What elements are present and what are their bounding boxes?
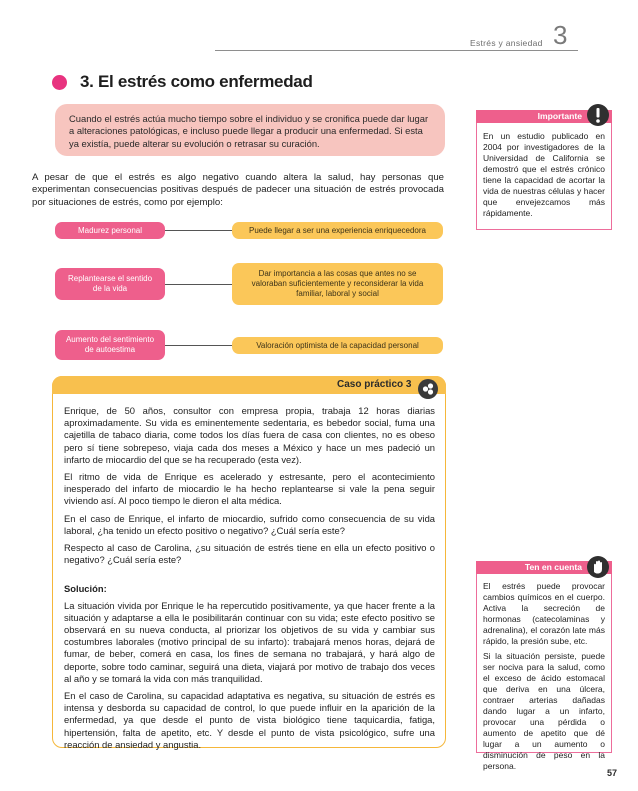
note-text: Si la situación persiste, puede ser nociva para la salud, como el exceso de ácido estomacal que deriva en una úlcera, contraer arterias dañadas dando lugar a un infarto, provocar una pérdida o aumento de apetito que dé lugar a un aumento o disminución de peso en la persona.: [483, 651, 605, 771]
solution-label: Solución:: [64, 583, 107, 595]
intro-paragraph: A pesar de que el estrés es algo negativo cuando altera la salud, hay personas que experimentan consecuencias positivas después de padecer una situación de estrés provocada por situaciones de estrés, como por ejemplo:: [32, 172, 444, 208]
section-header: Estrés y ansiedad: [470, 38, 543, 48]
diagram-right-3: Valoración optimista de la capacidad personal: [232, 337, 443, 354]
case-paragraph: Enrique, de 50 años, consultor con empresa propia, trabaja 12 horas diarias aproximadamente. Su vida es eminentemente sedentaria, es bebedor social, fuma una cajetilla de tabaco diaria, come todos los días fuera de casa con clientes, no es obeso pero sí tiene sobrepeso, viaja cada dos meses a México y hace un mes padeció un infarto de miocardio del que se ha recuperado (esta vez).: [64, 405, 435, 465]
diagram-connector-2: [165, 284, 232, 285]
diagram-left-3: Aumento del sentimiento de autoestima: [55, 330, 165, 360]
case-paragraph: El ritmo de vida de Enrique es acelerado y estresante, pero el acontecimiento inesperado del infarto de miocardio le ha hecho replantearse si vale la pena seguir viviendo así. Al poco tiempo le dieron el alta médica.: [64, 471, 435, 507]
case-study-title: Caso práctico 3: [337, 379, 412, 390]
case-question: En el caso de Enrique, el infarto de miocardio, sufrido como consecuencia de su vida laboral, ¿ha tenido un efecto positivo o negativo? ¿Cuál sería este?: [64, 512, 435, 536]
note-text: El estrés puede provocar cambios químicos en el cuerpo. Activa la secreción de hormonas (catecolaminas y adrenalina), el corazón late más rápido, la presión sube, etc.: [483, 581, 605, 646]
intro-box: Cuando el estrés actúa mucho tiempo sobre el individuo y se cronifica puede dar lugar a alteraciones patológicas, e incluso puede llegar a producir una enfermedad. Si esta ya existía, puede alterar su evolución o retrasar su curación.: [55, 104, 445, 156]
page-title: 3. El estrés como enfermedad: [80, 72, 313, 91]
exclamation-icon: [587, 104, 609, 126]
note-title: Ten en cuenta: [476, 561, 612, 574]
important-text-container: [483, 131, 605, 223]
chapter-number: 3: [553, 20, 568, 50]
solution-paragraph: En el caso de Carolina, su capacidad adaptativa es negativa, su situación de estrés es intensa y desborda su capacidad de control, lo que puede influir en la aparición de la enfermedad, ya que desde el punto de vista biológico tiene taquicardia, fatiga, hipertensión, falta de apetito, etc. Y desde el punto de vista psicológico, sufre una reacción de ansiedad y angustia.: [64, 690, 435, 750]
puzzle-icon: [418, 379, 438, 399]
case-question: Respecto al caso de Carolina, ¿su situación de estrés tiene en ella un efecto positivo o negativo? ¿Cuál sería este?: [64, 542, 435, 566]
page-number: 57: [607, 768, 618, 778]
diagram-left-1: Madurez personal: [55, 222, 165, 239]
diagram-right-1: Puede llegar a ser una experiencia enriquecedora: [232, 222, 443, 239]
solution-paragraph: La situación vivida por Enrique le ha repercutido positivamente, ya que hacer frente a la situación y adaptarse a ella le posibilitarán continuar con su vida; este efecto positivo se observará en su nueva conducta, al priorizar los objetivos de su vida y cambiar sus costumbres laborales (motivo principal de su infarto): trabajará menos horas, dejará de fumar, de beber, comerá en casa, los fines de semana no trabajará, y hará algo de deporte, sobre todo caminar, seguirá una dieta, viajará por motivo de trabajo dos veces al año y se tomará la vida con más tranquilidad.: [64, 599, 435, 684]
important-title: Importante: [476, 110, 612, 123]
diagram-left-2: Replantearse el sentido de la vida: [55, 268, 165, 300]
hand-icon: [587, 556, 609, 578]
title-bullet: [52, 75, 67, 90]
header-divider: [215, 50, 578, 51]
diagram-right-2: Dar importancia a las cosas que antes no se valoraban suficientemente y reconsiderar la vida familiar, laboral y social: [232, 263, 443, 305]
case-study-body: [64, 405, 435, 756]
important-text: En un estudio publicado en 2004 por investigadores de la Universidad de California se demostró que el estrés crónico tiene la capacidad de acortar la vida de nuestras células y hacer que envejezcamos más rápidamente.: [483, 131, 605, 218]
note-text-container: [483, 581, 605, 776]
diagram-connector-3: [165, 345, 232, 346]
diagram-connector-1: [165, 230, 232, 231]
